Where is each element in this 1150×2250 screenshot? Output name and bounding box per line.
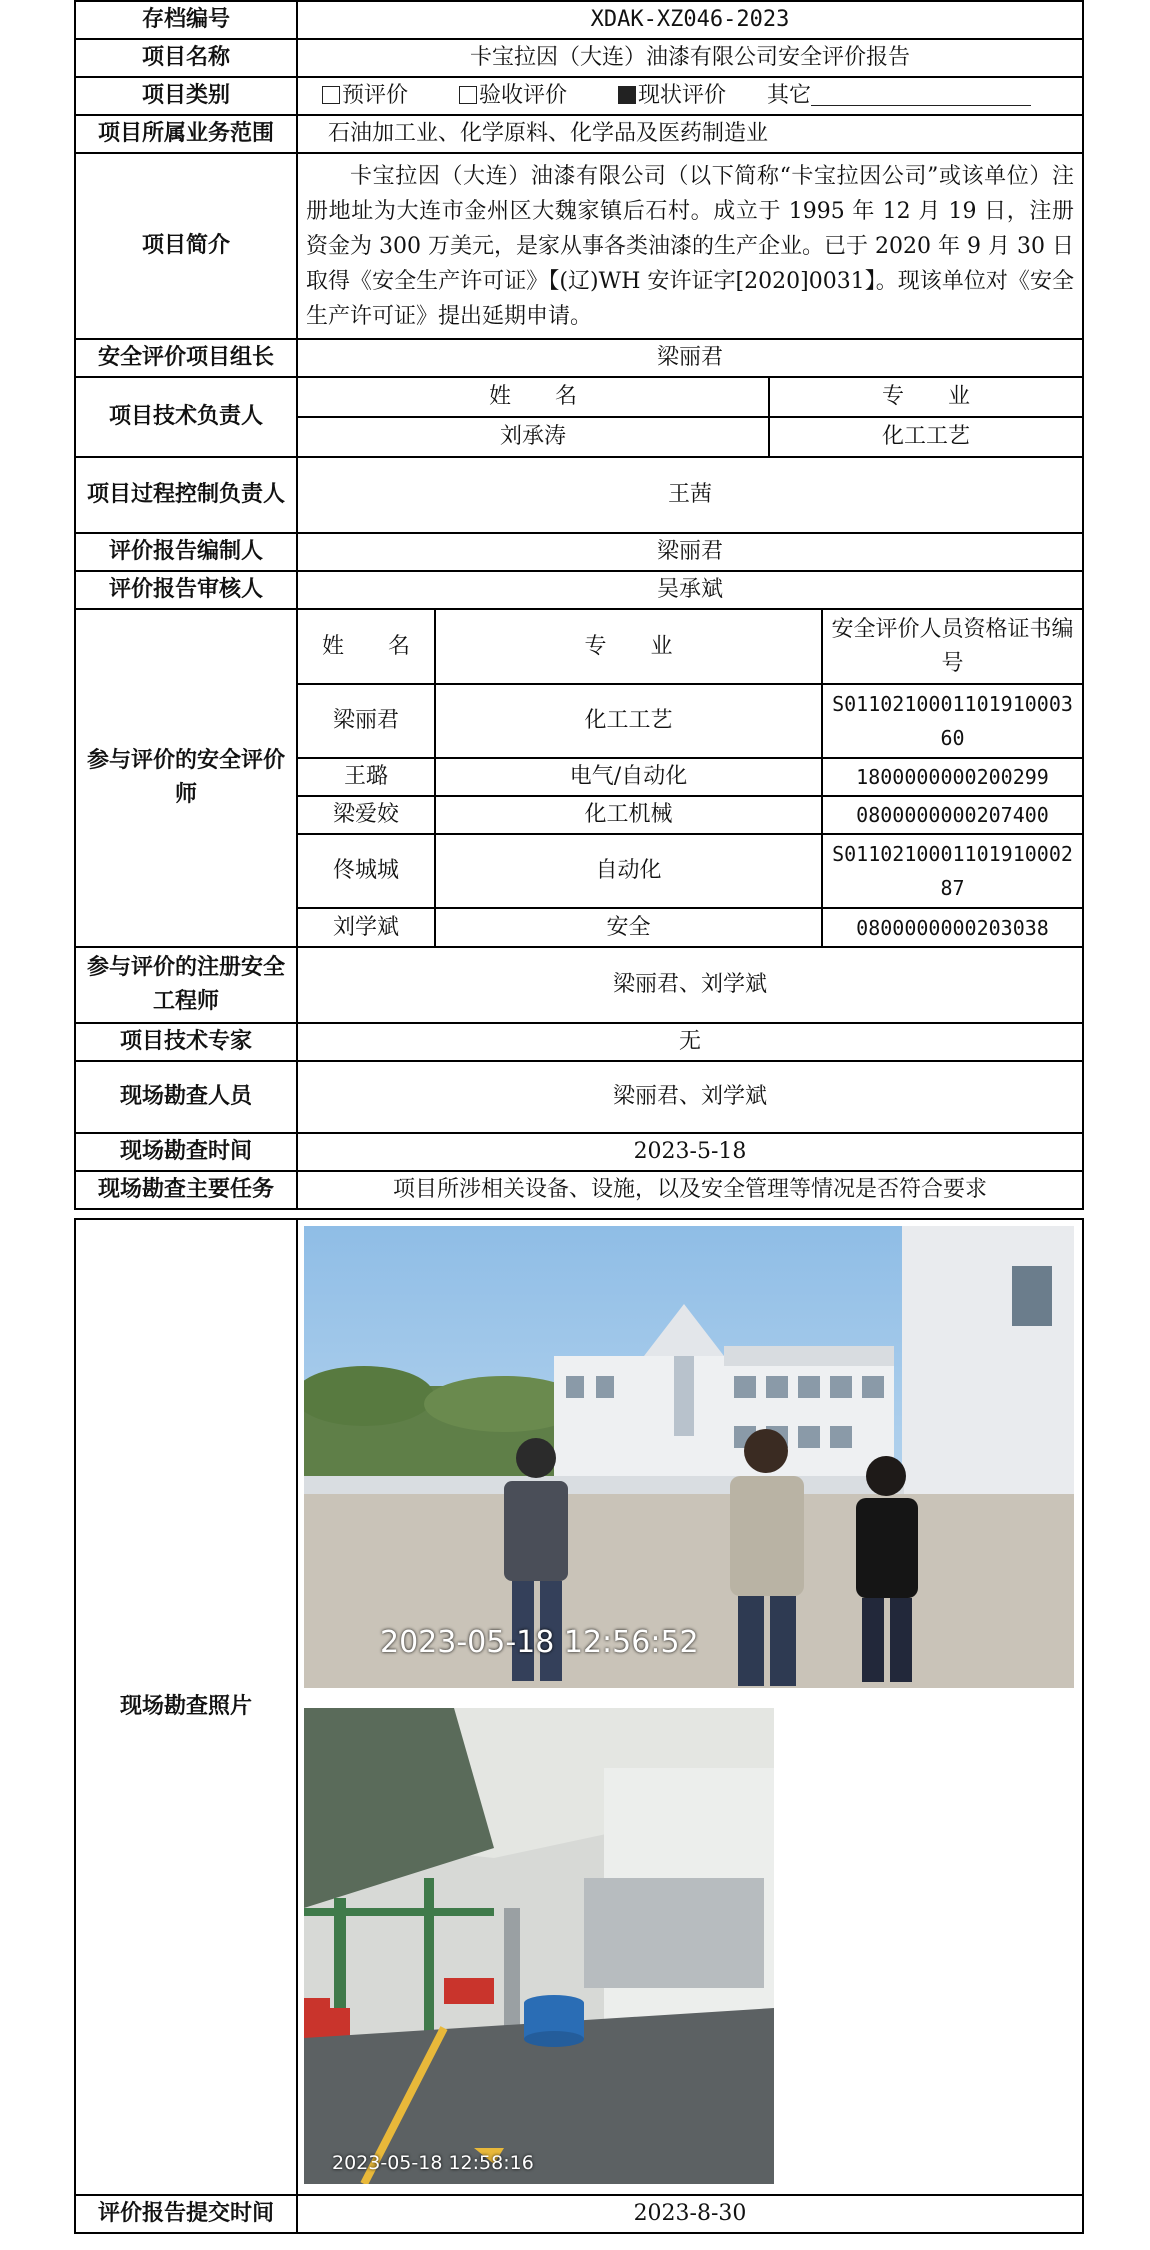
evaluator-header-name: 姓 名 (298, 610, 435, 684)
evaluator-major: 电气/自动化 (435, 758, 822, 796)
writer-label: 评价报告编制人 (75, 533, 297, 571)
tech-lead-header-name: 姓 名 (298, 378, 769, 417)
reviewer: 吴承斌 (297, 571, 1083, 609)
intro-label: 项目简介 (75, 153, 297, 339)
experts: 无 (297, 1023, 1083, 1061)
photo1-timestamp: 2023-05-18 12:56:52 (380, 1625, 699, 1660)
tech-lead-header-major: 专 业 (769, 378, 1082, 417)
evaluator-major: 安全 (435, 908, 822, 946)
evaluators-cell (297, 609, 1083, 947)
tech-lead-cell (297, 377, 1083, 457)
tech-lead-label: 项目技术负责人 (75, 377, 297, 457)
outdoor-photo-image (304, 1226, 1074, 1688)
evaluator-name: 佟城城 (298, 834, 435, 908)
scope-label: 项目所属业务范围 (75, 115, 297, 153)
survey-time-label: 现场勘查时间 (75, 1133, 297, 1171)
survey-staff: 梁丽君、刘学斌 (297, 1061, 1083, 1133)
evaluator-major: 自动化 (435, 834, 822, 908)
evaluator-name: 刘学斌 (298, 908, 435, 946)
evaluator-major: 化工工艺 (435, 684, 822, 758)
photos-area (298, 1220, 1082, 2194)
photos-table (74, 1218, 1084, 2234)
reg-engineers-label: 参与评价的注册安全工程师 (75, 947, 297, 1023)
evaluators-table (298, 610, 1082, 946)
archive-no-label: 存档编号 (75, 1, 297, 39)
evaluator-row (298, 908, 1082, 946)
type-option-acceptance: 验收评价 (459, 79, 567, 113)
type-option-current: 现状评价 (618, 79, 726, 113)
writer: 梁丽君 (297, 533, 1083, 571)
evaluator-row (298, 796, 1082, 834)
project-name: 卡宝拉因（大连）油漆有限公司安全评价报告 (297, 39, 1083, 77)
submit-time: 2023-8-30 (297, 2195, 1083, 2233)
project-type-options (297, 77, 1083, 115)
evaluator-name: 梁丽君 (298, 684, 435, 758)
evaluator-major: 化工机械 (435, 796, 822, 834)
evaluators-label: 参与评价的安全评价师 (75, 609, 297, 947)
type-option-other: 其它 (767, 83, 812, 108)
evaluator-name: 王璐 (298, 758, 435, 796)
survey-time: 2023-5-18 (297, 1133, 1083, 1171)
survey-task: 项目所涉相关设备、设施，以及安全管理等情况是否符合要求 (297, 1171, 1083, 1209)
project-name-label: 项目名称 (75, 39, 297, 77)
evaluator-cert: 0800000000203038 (856, 915, 1049, 940)
experts-label: 项目技术专家 (75, 1023, 297, 1061)
evaluator-cert: 0800000000207400 (822, 796, 1082, 834)
type-option-pre: 预评价 (322, 79, 408, 113)
photo2-timestamp: 2023-05-18 12:58:16 (332, 2152, 534, 2174)
reg-engineers: 梁丽君、刘学斌 (297, 947, 1083, 1023)
archive-no: XDAK-XZ046-2023 (297, 1, 1083, 39)
survey-task-label: 现场勘查主要任务 (75, 1171, 297, 1209)
evaluator-name: 梁爱姣 (298, 796, 435, 834)
evaluator-header-cert: 安全评价人员资格证书编号 (822, 610, 1082, 684)
evaluator-row (298, 758, 1082, 796)
checkbox-checked-icon (618, 86, 636, 104)
tech-lead-name: 刘承涛 (298, 417, 769, 456)
reviewer-label: 评价报告审核人 (75, 571, 297, 609)
process-ctrl-label: 项目过程控制负责人 (75, 457, 297, 533)
evaluator-cert: S011021000110191000360 (822, 684, 1082, 758)
survey-staff-label: 现场勘查人员 (75, 1061, 297, 1133)
leader-label: 安全评价项目组长 (75, 339, 297, 377)
indoor-photo-image (304, 1708, 774, 2184)
tech-lead-major: 化工工艺 (881, 424, 970, 449)
evaluator-row (298, 684, 1082, 758)
leader: 梁丽君 (297, 339, 1083, 377)
document (74, 0, 1084, 2234)
project-type-label: 项目类别 (75, 77, 297, 115)
submit-time-label: 评价报告提交时间 (75, 2195, 297, 2233)
checkbox-icon (459, 86, 477, 104)
process-ctrl: 王茜 (297, 457, 1083, 533)
photos-label: 现场勘查照片 (75, 1219, 297, 2195)
project-info-table (74, 0, 1084, 1210)
intro: 卡宝拉因（大连）油漆有限公司（以下简称“卡宝拉因公司”或该单位）注册地址为大连市金州区大魏家镇后石村。成立于 1995 年 12 月 19 日，注册资金为 300 万美元，是家从事各类油漆的生产企业。已于 2020 年 9 月 30 日取得《安全生产许可证》【(辽)WH 安许证字[2020]0031】。现该单位对《安全生产许可证》提出延期申请。 (297, 153, 1083, 339)
evaluator-row (298, 834, 1082, 908)
evaluator-cert: S011021000110191000287 (822, 834, 1082, 908)
tech-lead-table (298, 378, 1082, 456)
photos-cell (297, 1219, 1083, 2195)
scope: 石油加工业、化学原料、化学品及医药制造业 (297, 115, 1083, 153)
survey-photo-indoor (304, 1708, 774, 2184)
other-underline (811, 83, 1031, 106)
survey-photo-outdoor (304, 1226, 1074, 1688)
evaluator-header-major: 专 业 (435, 610, 822, 684)
checkbox-icon (322, 86, 340, 104)
evaluator-cert: 1800000000200299 (822, 758, 1082, 796)
